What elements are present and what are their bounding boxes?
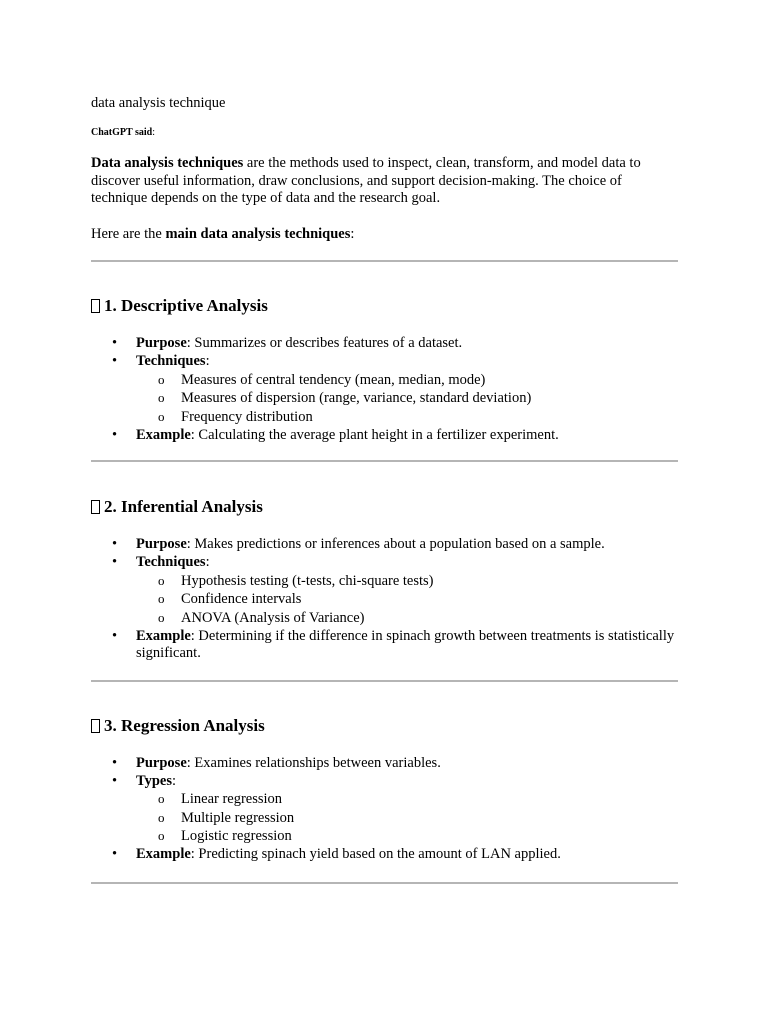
intro-bold: Data analysis techniques (91, 155, 244, 171)
section-bullet-list (91, 335, 678, 444)
section-heading (91, 497, 678, 517)
purpose-text: : Summarizes or describes features of a dataset. (186, 335, 463, 351)
sub-list-item: o Logistic regression (136, 827, 678, 846)
example-label: Example (136, 627, 191, 644)
sub-list-item: o Multiple regression (136, 809, 678, 828)
section-title: 1. Descriptive Analysis (104, 296, 268, 315)
example-text: : Predicting spinach yield based on the amount of LAN applied. (190, 846, 561, 862)
purpose-text: : Examines relationships between variables. (186, 754, 441, 771)
lead-paragraph (91, 226, 678, 244)
techniques-colon: : (205, 353, 210, 369)
speaker-colon: : (152, 127, 156, 138)
sub-list-item: o Measures of central tendency (mean, median, mode) (136, 371, 678, 390)
sub-list-item: o Frequency distribution (136, 408, 678, 427)
sub-list-item: o Hypothesis testing (t-tests, chi-square tests) (136, 572, 678, 591)
section-bullet-list (91, 536, 678, 663)
section-bullet-list (91, 755, 678, 864)
techniques-label: Techniques (136, 554, 206, 570)
example-label: Example (136, 846, 191, 862)
list-item-example (91, 628, 678, 663)
sub-list (136, 790, 678, 846)
missing-glyph-icon (91, 500, 100, 514)
sub-list (136, 572, 678, 628)
sub-list-item: o Confidence intervals (136, 590, 678, 609)
sub-list (136, 371, 678, 427)
purpose-text: : Makes predictions or inferences about a population based on a sample. (186, 536, 605, 552)
section-divider (91, 260, 678, 262)
section-divider (91, 882, 678, 884)
section-heading (91, 296, 678, 316)
section-inferential-analysis (91, 497, 678, 663)
lead-post: : (350, 225, 355, 242)
user-query: data analysis technique (91, 95, 226, 111)
section-divider (91, 680, 678, 682)
section-divider (91, 460, 678, 462)
section-heading (91, 716, 678, 736)
purpose-label: Purpose (136, 335, 187, 351)
types-colon: : (172, 772, 177, 789)
example-text: : Determining if the difference in spinach growth between treatments is statistically significant. (136, 627, 675, 661)
speaker-label (91, 127, 678, 139)
purpose-label: Purpose (136, 754, 187, 771)
speaker-name: ChatGPT said (91, 127, 153, 138)
example-label: Example (136, 426, 191, 443)
intro-text: are the methods used to inspect, clean, transform, and model data to discover useful information, draw conclusions, and support decision-making. The choice of technique depends on the type of data and the research goal. (91, 155, 641, 206)
section-title: 2. Inferential Analysis (104, 497, 263, 516)
sub-list-item: o Linear regression (136, 790, 678, 809)
lead-bold: main data analysis techniques (165, 225, 351, 242)
list-item-purpose (91, 536, 678, 554)
list-item-purpose (91, 335, 678, 353)
example-text: : Calculating the average plant height in a fertilizer experiment. (190, 426, 559, 443)
section-regression-analysis (91, 716, 678, 864)
list-item-types (91, 773, 678, 846)
sub-list-item: o Measures of dispersion (range, variance, standard deviation) (136, 389, 678, 408)
sub-list-item: o ANOVA (Analysis of Variance) (136, 609, 678, 628)
list-item-techniques (91, 554, 678, 627)
lead-pre: Here are the (91, 225, 166, 242)
techniques-label: Techniques (136, 353, 206, 369)
section-descriptive-analysis (91, 296, 678, 444)
types-label: Types (136, 772, 172, 789)
list-item-example (91, 427, 678, 445)
missing-glyph-icon (91, 719, 100, 733)
section-title: 3. Regression Analysis (104, 715, 265, 735)
purpose-label: Purpose (136, 536, 187, 552)
missing-glyph-icon (91, 299, 100, 313)
document-page (91, 94, 678, 884)
intro-paragraph (91, 155, 678, 208)
list-item-purpose (91, 755, 678, 773)
list-item-techniques (91, 353, 678, 426)
list-item-example (91, 846, 678, 864)
techniques-colon: : (205, 554, 210, 570)
